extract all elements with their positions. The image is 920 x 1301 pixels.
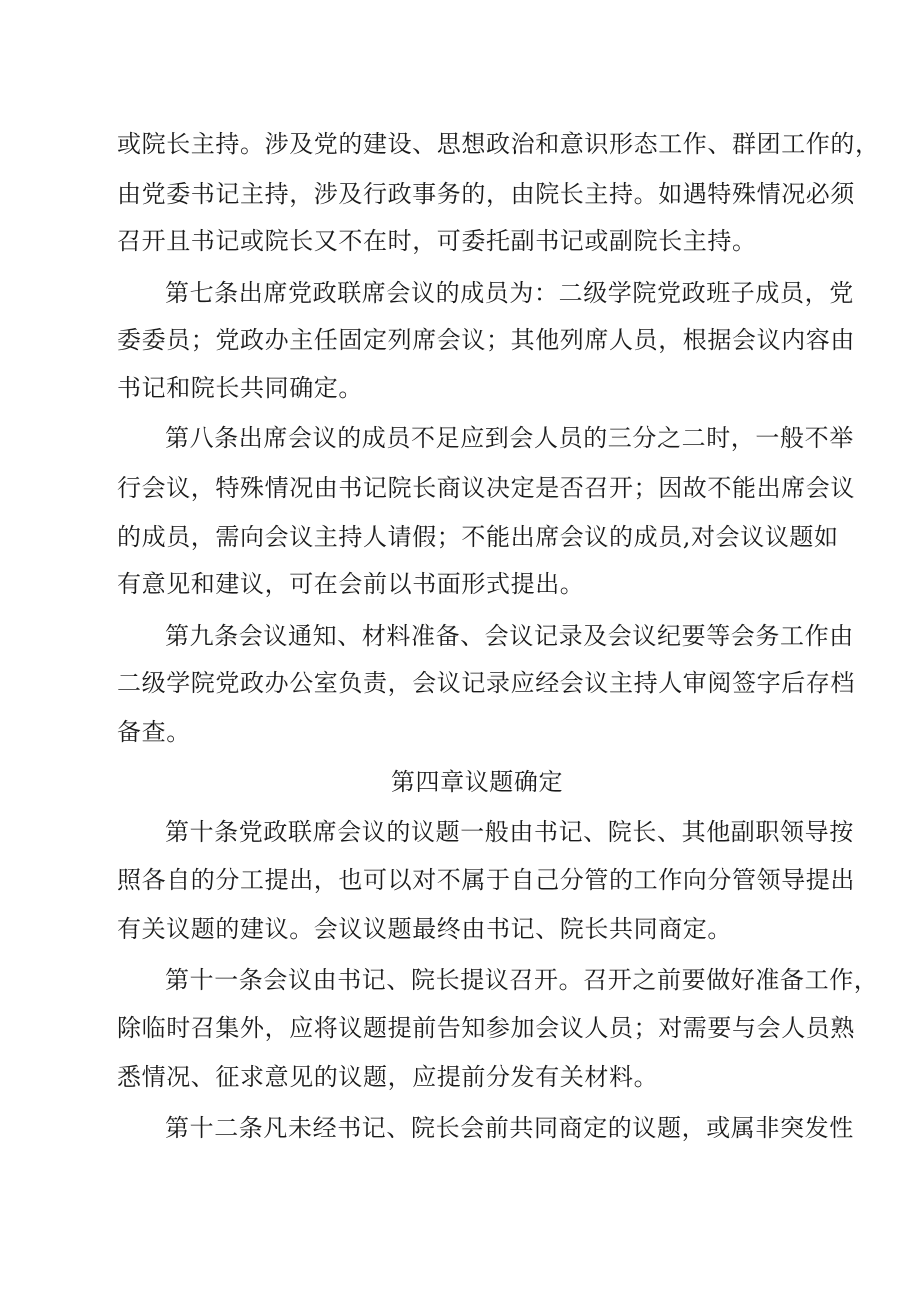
text-line: 备查。 <box>117 718 191 746</box>
text-line: 第十一条会议由书记、院长提议召开。召开之前要做好准备工作， <box>165 966 879 994</box>
text-line: 委委员；党政办主任固定列席会议；其他列席人员，根据会议内容由 <box>117 326 855 354</box>
text-line: 由党委书记主持，涉及行政事务的，由院长主持。如遇特殊情况必须 <box>117 180 855 208</box>
text-line: 照各自的分工提出，也可以对不属于自己分管的工作向分管领导提出 <box>117 866 855 894</box>
text-line: 悉情况、征求意见的议题，应提前分发有关材料。 <box>117 1063 659 1091</box>
text-line: 行会议，特殊情况由书记院长商议决定是否召开；因故不能出席会议 <box>117 474 855 502</box>
text-line: 除临时召集外，应将议题提前告知参加会议人员；对需要与会人员熟 <box>117 1014 855 1042</box>
text-line: 第七条出席党政联席会议的成员为：二级学院党政班子成员，党 <box>165 279 854 307</box>
text-line: 的成员，需向会议主持人请假；不能出席会议的成员,对会议议题如 <box>117 523 839 551</box>
chapter-heading: 第四章议题确定 <box>390 768 564 796</box>
text-line: 有关议题的建议。会议议题最终由书记、院长共同商定。 <box>117 915 732 943</box>
text-line: 书记和院长共同确定。 <box>117 374 363 402</box>
text-line: 召开且书记或院长又不在时，可委托副书记或副院长主持。 <box>117 227 757 255</box>
text-line: 第十条党政联席会议的议题一般由书记、院长、其他副职领导按 <box>165 818 854 846</box>
text-line: 或院长主持。涉及党的建设、思想政治和意识形态工作、群团工作的， <box>117 130 880 158</box>
text-line: 有意见和建议，可在会前以书面形式提出。 <box>117 570 585 598</box>
text-line: 二级学院党政办公室负责，会议记录应经会议主持人审阅签字后存档 <box>117 669 855 697</box>
text-line: 第九条会议通知、材料准备、会议记录及会议纪要等会务工作由 <box>165 622 854 650</box>
text-line: 第十二条凡未经书记、院长会前共同商定的议题，或属非突发性 <box>165 1114 854 1142</box>
text-line: 第八条出席会议的成员不足应到会人员的三分之二时，一般不举 <box>165 424 854 452</box>
